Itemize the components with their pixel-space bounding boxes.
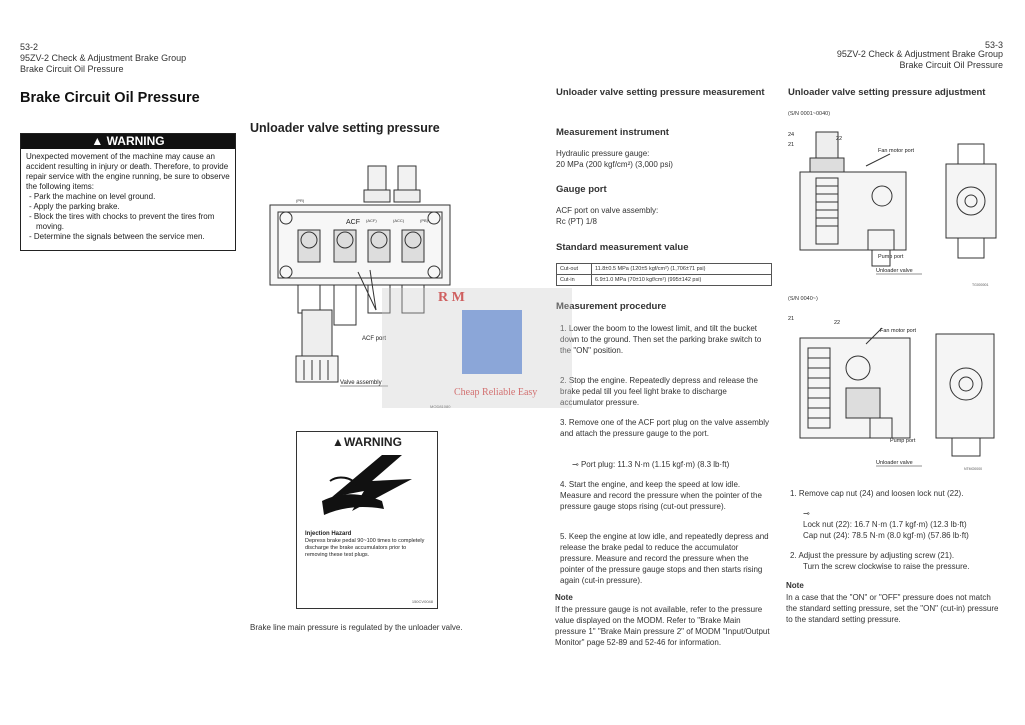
warning-box xyxy=(20,133,236,251)
callout-24: 24 xyxy=(788,132,795,138)
decal-title: ▲WARNING xyxy=(332,435,402,449)
procedure-step-4: 4. Start the engine, and keep the speed at low idle. Measure and record the pressure when the pointer of the pressure gauge stops rising (cut-out pressure). xyxy=(560,480,762,511)
unloader-valve-diagram-1 xyxy=(786,122,1000,290)
left-page-number: 53-2 xyxy=(20,42,39,52)
warning-item: - Apply the parking brake. xyxy=(36,202,230,212)
unloader-valve-label: Unloader valve xyxy=(876,268,913,274)
warning-triangle-icon: ▲ xyxy=(91,134,104,148)
gauge-text-1: ACF port on valve assembly: xyxy=(556,206,659,215)
acf-port-label: ACF port xyxy=(362,336,387,342)
procedure-step-1: 1. Lower the boom to the lowest limit, and tilt the bucket down to the ground. Then set the parking brake switch to the "ON" position. xyxy=(560,324,762,355)
subsection-title: Unloader valve setting pressure xyxy=(250,121,440,135)
warning-item: - Park the machine on level ground. xyxy=(36,192,230,202)
acf-label: ACF xyxy=(346,219,360,226)
pump-port-label: Pump port xyxy=(878,254,904,260)
procedure-step-5: 5. Keep the engine at low idle, and repeatedly depress and release the brake pedal to reduce the accumulator pressure. Measure and record the pressure when the pointer of the pressure gauge stops and then starts rising again (cut-in pressure). xyxy=(560,532,769,585)
fan-motor-port-label: Fan motor port xyxy=(880,328,917,334)
valve-assembly-label: Valve assembly xyxy=(340,380,382,386)
figure-code: TG000001 xyxy=(972,283,989,287)
port-label: (ACC) xyxy=(393,218,405,223)
warning-body xyxy=(21,149,235,246)
note-text: If the pressure gauge is not available, refer to the pressure value displayed on the MODM. Refer to "Brake Main pressure 1" "Brake Main pressure 2" of MODM "Input/Output Monitor" page 52-89 and 52-46 for information. xyxy=(555,605,770,647)
lock-nut-torque: Lock nut (22): 16.7 N·m (1.7 kgf·m) (12.3 lb·ft) xyxy=(803,520,967,529)
port-label: (PR) xyxy=(296,198,305,203)
callout-21: 21 xyxy=(788,142,795,148)
decal-code: 150CV0048 xyxy=(411,599,433,604)
left-section-line: Brake Circuit Oil Pressure xyxy=(20,64,124,74)
table-cell: Cut-out xyxy=(557,264,592,275)
adjustment-title: Unloader valve setting pressure adjustment xyxy=(788,87,986,98)
right-section-line: Brake Circuit Oil Pressure xyxy=(899,60,1003,70)
warning-item: - Determine the signals between the service men. xyxy=(36,232,230,242)
procedure-step-2: 2. Stop the engine. Repeatedly depress and release the brake pedal till you feel light brake to discharge accumulator pressure. xyxy=(560,376,758,407)
right-page-number: 53-3 xyxy=(984,40,1003,50)
wrench-icon: ⊸ xyxy=(803,509,810,518)
warning-decal xyxy=(296,431,438,609)
adjustment-step-2b: Turn the screw clockwise to raise the pressure. xyxy=(803,562,970,571)
instrument-text-2: 20 MPa (200 kgf/cm²) (3,000 psi) xyxy=(556,160,673,169)
adjustment-note-text: In a case that the "ON" or "OFF" pressure does not match the standard setting pressure, set the "ON" (cut-in) pressure to the standard setting pressure. xyxy=(786,593,999,624)
right-model-line: 95ZV-2 Check & Adjustment Brake Group xyxy=(836,49,1003,59)
unloader-valve-label: Unloader valve xyxy=(876,460,913,466)
measure-title: Unloader valve setting pressure measurement xyxy=(556,87,765,98)
procedure-step-3: 3. Remove one of the ACF port plug on the valve assembly and attach the pressure gauge to the port. xyxy=(560,418,770,438)
left-model-line: 95ZV-2 Check & Adjustment Brake Group xyxy=(20,53,187,63)
gauge-title: Gauge port xyxy=(556,184,607,195)
callout-22: 22 xyxy=(834,320,841,326)
serial-range-2: (S/N 0040~) xyxy=(788,296,818,302)
valve-assembly-diagram xyxy=(258,160,458,418)
table-row xyxy=(557,264,772,275)
pump-port-label: Pump port xyxy=(890,438,916,444)
adjustment-step-1: 1. Remove cap nut (24) and loosen lock nut (22). xyxy=(790,489,964,498)
procedure-title: Measurement procedure xyxy=(556,301,667,312)
port-label: (ACF) xyxy=(366,218,377,223)
callout-22: 22 xyxy=(836,136,843,142)
figure-code: NTMO0000 xyxy=(964,467,983,471)
unloader-valve-diagram-2 xyxy=(786,308,1000,476)
std-title: Standard measurement value xyxy=(556,242,689,253)
table-row xyxy=(557,275,772,286)
watermark-logo-icon xyxy=(462,310,522,374)
warning-item: - Block the tires with chocks to prevent the tires from moving. xyxy=(36,212,230,232)
note-title: Note xyxy=(555,593,573,602)
gauge-text-2: Rc (PT) 1/8 xyxy=(556,217,597,226)
decal-hazard: Injection Hazard xyxy=(305,531,352,537)
serial-range-1: (S/N 0001~0040) xyxy=(788,111,831,117)
port-plug-torque: ⊸ Port plug: 11.3 N·m (1.15 kgf·m) (8.3 lb·ft) xyxy=(572,460,730,469)
injection-hazard-icon xyxy=(312,451,422,527)
instrument-title: Measurement instrument xyxy=(556,127,669,138)
warning-triangle-icon: ▲ xyxy=(332,435,344,449)
decal-text: Depress brake pedal 90~100 times to completely discharge the brake accumulators prior to removing these test plugs. xyxy=(305,538,425,558)
watermark-caption: Cheap Reliable Easy xyxy=(454,387,538,398)
adjustment-step-2a: 2. Adjust the pressure by adjusting screw (21). xyxy=(790,551,955,560)
adjustment-note-title: Note xyxy=(786,581,804,590)
callout-21: 21 xyxy=(788,316,795,322)
page-title: Brake Circuit Oil Pressure xyxy=(20,90,200,106)
table-cell: 11.8±0.5 MPa (120±5 kgf/cm²) (1,706±71 psi) xyxy=(592,264,772,275)
table-cell: Cut-in xyxy=(557,275,592,286)
warning-list xyxy=(26,192,230,242)
warning-header: ▲ WARNING xyxy=(21,134,235,149)
wrench-icon: ⊸ xyxy=(572,460,579,469)
watermark-letters: R M xyxy=(438,290,465,305)
figure-code: MOD81080 xyxy=(430,404,451,409)
standard-values-table xyxy=(556,263,772,286)
cap-nut-torque: Cap nut (24): 78.5 N·m (8.0 kgf·m) (57.86 lb·ft) xyxy=(803,531,969,540)
footer-text: Brake line main pressure is regulated by the unloader valve. xyxy=(250,623,463,632)
warning-intro: Unexpected movement of the machine may cause an accident resulting in injury or death. Therefore, to provide repair service with the engine running, be sure to observe the following items: xyxy=(26,152,230,191)
fan-motor-port-label: Fan motor port xyxy=(878,148,915,154)
table-cell: 6.9±1.0 MPa (70±10 kgf/cm²) (995±142 psi) xyxy=(592,275,772,286)
port-label: (PB) xyxy=(420,218,428,223)
instrument-text-1: Hydraulic pressure gauge: xyxy=(556,149,650,158)
